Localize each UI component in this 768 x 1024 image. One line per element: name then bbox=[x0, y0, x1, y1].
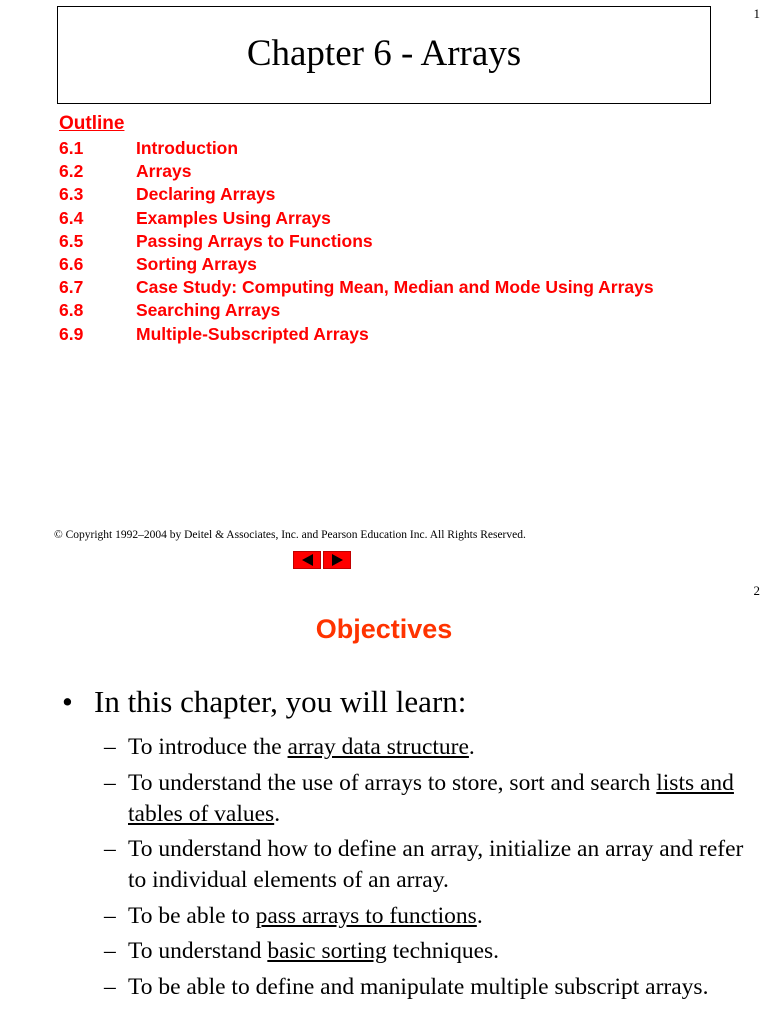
list-item-text: To be able to pass arrays to functions. bbox=[128, 902, 483, 929]
bullet-text: In this chapter, you will learn: bbox=[94, 684, 467, 719]
dash-icon: – bbox=[104, 769, 116, 796]
outline-item[interactable] bbox=[59, 323, 654, 346]
list-item bbox=[104, 768, 744, 830]
outline-label: Multiple-Subscripted Arrays bbox=[136, 323, 369, 344]
outline-number: 6.9 bbox=[59, 323, 84, 344]
outline-item[interactable] bbox=[59, 276, 654, 299]
dash-icon: – bbox=[104, 836, 116, 862]
outline-label: Searching Arrays bbox=[136, 300, 281, 321]
outline-item[interactable] bbox=[59, 299, 654, 322]
underlined-term: lists and tables of values bbox=[128, 769, 734, 827]
outline-label: Sorting Arrays bbox=[136, 254, 257, 275]
outline-label: Introduction bbox=[136, 138, 239, 158]
dash-icon: – bbox=[104, 734, 116, 760]
list-item-text: To understand the use of arrays to store, sort and search lists and tables of values. bbox=[128, 769, 734, 827]
outline-label: Examples Using Arrays bbox=[136, 207, 331, 228]
outline-item[interactable] bbox=[59, 253, 654, 276]
copyright-notice: © Copyright 1992–2004 by Deitel & Associates, Inc. and Pearson Education Inc. All Rights Reserved. bbox=[54, 529, 526, 541]
outline-number: 6.8 bbox=[59, 300, 84, 321]
outline-item[interactable] bbox=[59, 230, 654, 253]
outline-label: Arrays bbox=[136, 161, 192, 182]
next-arrow-icon bbox=[332, 554, 343, 566]
list-item-text: To understand how to define an array, initialize an array and refer to individual elements of an array. bbox=[128, 836, 744, 893]
dash-icon: – bbox=[104, 973, 116, 1000]
objectives-list bbox=[104, 732, 744, 1007]
outline-number: 6.4 bbox=[59, 207, 84, 228]
list-item-text: To introduce the array data structure. bbox=[128, 734, 475, 760]
outline-number: 6.5 bbox=[59, 230, 84, 251]
prev-slide-button[interactable] bbox=[293, 551, 321, 569]
slide-title: Objectives bbox=[315, 614, 453, 644]
list-item bbox=[104, 901, 744, 932]
underlined-term: pass arrays to functions bbox=[255, 902, 477, 929]
page-number: 1 bbox=[753, 6, 760, 21]
outline-label: Case Study: Computing Mean, Median and Mode Using Arrays bbox=[136, 277, 654, 298]
title-box bbox=[57, 6, 711, 104]
outline-number: 6.1 bbox=[59, 138, 84, 158]
slide-navigation bbox=[293, 551, 351, 569]
dash-icon: – bbox=[104, 938, 116, 964]
page-number: 2 bbox=[753, 583, 760, 598]
slide-2 bbox=[0, 576, 768, 1024]
outline-item[interactable] bbox=[59, 160, 654, 183]
dash-icon: – bbox=[104, 902, 116, 929]
list-item bbox=[104, 834, 744, 896]
outline-item[interactable] bbox=[59, 207, 654, 230]
underlined-term: basic sorting bbox=[267, 938, 387, 964]
outline-label: Passing Arrays to Functions bbox=[136, 230, 373, 251]
outline-number: 6.6 bbox=[59, 254, 84, 275]
list-item bbox=[104, 936, 744, 967]
outline-label: Declaring Arrays bbox=[136, 184, 276, 205]
outline-item[interactable] bbox=[59, 137, 654, 160]
prev-arrow-icon bbox=[302, 554, 313, 566]
slide-title: Chapter 6 - Arrays bbox=[246, 32, 522, 74]
outline bbox=[59, 112, 654, 346]
outline-number: 6.2 bbox=[59, 161, 84, 182]
list-item-text: To understand basic sorting techniques. bbox=[128, 938, 500, 964]
underlined-term: array data structure bbox=[287, 734, 469, 760]
list-item-text: To be able to define and manipulate multiple subscript arrays. bbox=[128, 973, 709, 1000]
outline-number: 6.7 bbox=[59, 277, 84, 298]
outline-number: 6.3 bbox=[59, 184, 84, 205]
bullet-point bbox=[62, 684, 466, 720]
list-item bbox=[104, 972, 744, 1003]
outline-heading: Outline bbox=[59, 113, 125, 134]
outline-item[interactable] bbox=[59, 183, 654, 206]
next-slide-button[interactable] bbox=[323, 551, 351, 569]
bullet-icon: • bbox=[62, 684, 73, 719]
list-item bbox=[104, 732, 744, 763]
